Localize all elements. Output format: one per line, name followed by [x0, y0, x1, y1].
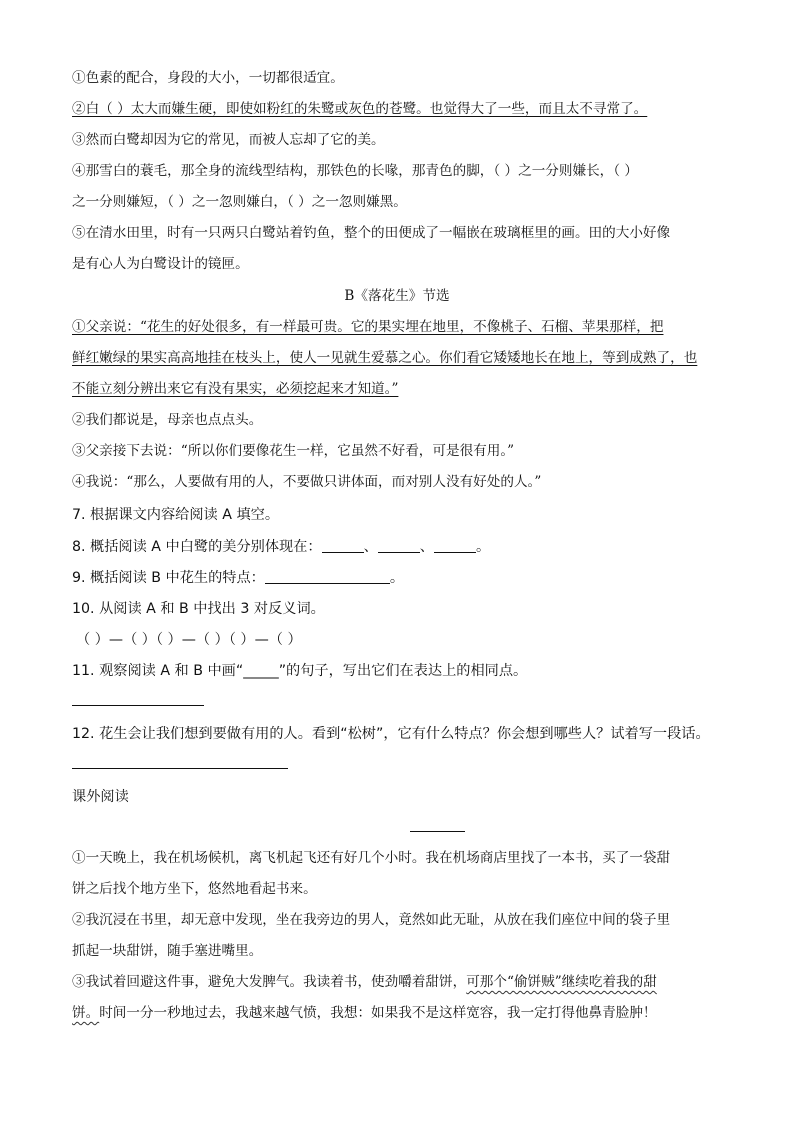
- reading-b-paragraph-3: ③父亲接下去说：“所以你们要像花生一样，它虽然不好看，可是很有用。”: [72, 443, 515, 459]
- wavy-underlined-sentence-end: 饼。: [72, 1005, 100, 1021]
- extra-paragraph-3-line-2: 饼。时间一分一秒地过去，我越来越气愤，我想：如果我不是这样宽容，我一定打得他鼻青脸肿！: [72, 1005, 657, 1021]
- question-11: [72, 661, 527, 681]
- extra-paragraph-3-line-1: ③我试着回避这件事，避免大发脾气。我读着书，使劲嚼着甜饼，可那个“偷饼贼”继续吃着我的甜: [72, 974, 657, 990]
- extra-paragraph-2-line-1: ②我沉浸在书里，却无意中发现，坐在我旁边的男人，竟然如此无耻，从放在我们座位中间的袋子里: [72, 912, 671, 928]
- question-7: 7. 根据课文内容给阅读 A 填空。: [72, 507, 280, 523]
- reading-b-paragraph-1-line-3: 不能立刻分辨出来它有没有果实，必须挖起来才知道。”: [72, 381, 399, 397]
- reading-b-paragraph-1-line-1: ①父亲说：“花生的好处很多，有一样最可贵。它的果实埋在地里，不像桃子、石榴、苹果那样，把: [72, 319, 664, 335]
- reading-b-paragraph-1-line-2: 鲜红嫩绿的果实高高地挂在枝头上，使人一见就生爱慕之心。你们看它矮矮地长在地上，等到成熟了，也: [72, 350, 698, 366]
- extra-paragraph-2-line-2: 抓起一块甜饼，随手塞进嘴里。: [72, 943, 263, 959]
- answer-blank-8a[interactable]: [322, 538, 364, 553]
- question-10-antonym-blanks[interactable]: （ ）—（ ）（ ）—（ ）（ ）—（ ）: [76, 632, 302, 648]
- extra-reading-title-blank[interactable]: [410, 831, 465, 832]
- extra-paragraph-1-line-1: ①一天晚上，我在机场候机，离飞机起飞还有好几个小时。我在机场商店里找了一本书，买了一袋甜: [72, 850, 671, 866]
- question-9: 9. 概括阅读 B 中花生的特点： 。: [72, 570, 405, 586]
- answer-blank-8b[interactable]: [378, 538, 420, 553]
- answer-blank-8c[interactable]: [434, 538, 476, 553]
- reading-b-paragraph-2: ②我们都说是，母亲也点点头。: [72, 412, 263, 428]
- question-10: 10. 从阅读 A 和 B 中找出 3 对反义词。: [72, 601, 325, 617]
- reading-a-paragraph-5-line-1: ⑤在清水田里，时有一只两只白鹭站着钓鱼，整个的田便成了一幅嵌在玻璃框里的画。田的大小好像: [72, 225, 671, 241]
- reading-a-paragraph-1: ①色素的配合，身段的大小，一切都很适宜。: [72, 70, 344, 86]
- reading-a-paragraph-4-line-2: 之一分则嫌短，（ ）之一忽则嫌白，（ ）之一忽则嫌黑。: [72, 194, 407, 210]
- wavy-underlined-sentence: 可那个“偷饼贼”继续吃着我的甜: [466, 974, 657, 990]
- question-9-text: 9. 概括阅读 B 中花生的特点：: [72, 570, 265, 586]
- question-11-underline-mark: _____: [243, 663, 279, 679]
- answer-line-12[interactable]: [72, 768, 288, 769]
- reading-a-paragraph-4-line-1: ④那雪白的蓑毛，那全身的流线型结构，那铁色的长喙，那青色的脚，（ ）之一分则嫌长，（ ）: [72, 163, 638, 179]
- extra-paragraph-1-line-2: 饼之后找个地方坐下，悠然地看起书来。: [72, 881, 317, 897]
- question-11-text-a: 11. 观察阅读 A 和 B 中画“: [72, 663, 244, 679]
- extra-reading-heading: 课外阅读: [72, 789, 129, 805]
- answer-blank-9[interactable]: [265, 569, 390, 584]
- answer-line-11[interactable]: [72, 705, 204, 706]
- reading-a-paragraph-5-line-2: 是有心人为白鹭设计的镜匣。: [72, 256, 249, 272]
- question-12: 12. 花生会让我们想到要做有用的人。看到“松树”，它有什么特点？你会想到哪些人？试着写一段话。: [72, 726, 710, 742]
- question-8: 8. 概括阅读 A 中白鹭的美分别体现在： 、 、 。: [72, 539, 491, 555]
- reading-b-paragraph-4: ④我说：“那么，人要做有用的人，不要做只讲体面，而对别人没有好处的人。”: [72, 474, 542, 490]
- reading-b-title: B《落花生》节选: [344, 288, 450, 304]
- reading-a-paragraph-2: ②白（ ）太大而嫌生硬，即使如粉红的朱鹭或灰色的苍鹭。也觉得大了一些，而且太不寻常了。: [72, 101, 648, 117]
- reading-a-paragraph-3: ③然而白鹭却因为它的常见，而被人忘却了它的美。: [72, 132, 385, 148]
- question-8-text: 8. 概括阅读 A 中白鹭的美分别体现在：: [72, 539, 322, 555]
- question-11-text-b: ”的句子，写出它们在表达上的相同点。: [278, 663, 528, 679]
